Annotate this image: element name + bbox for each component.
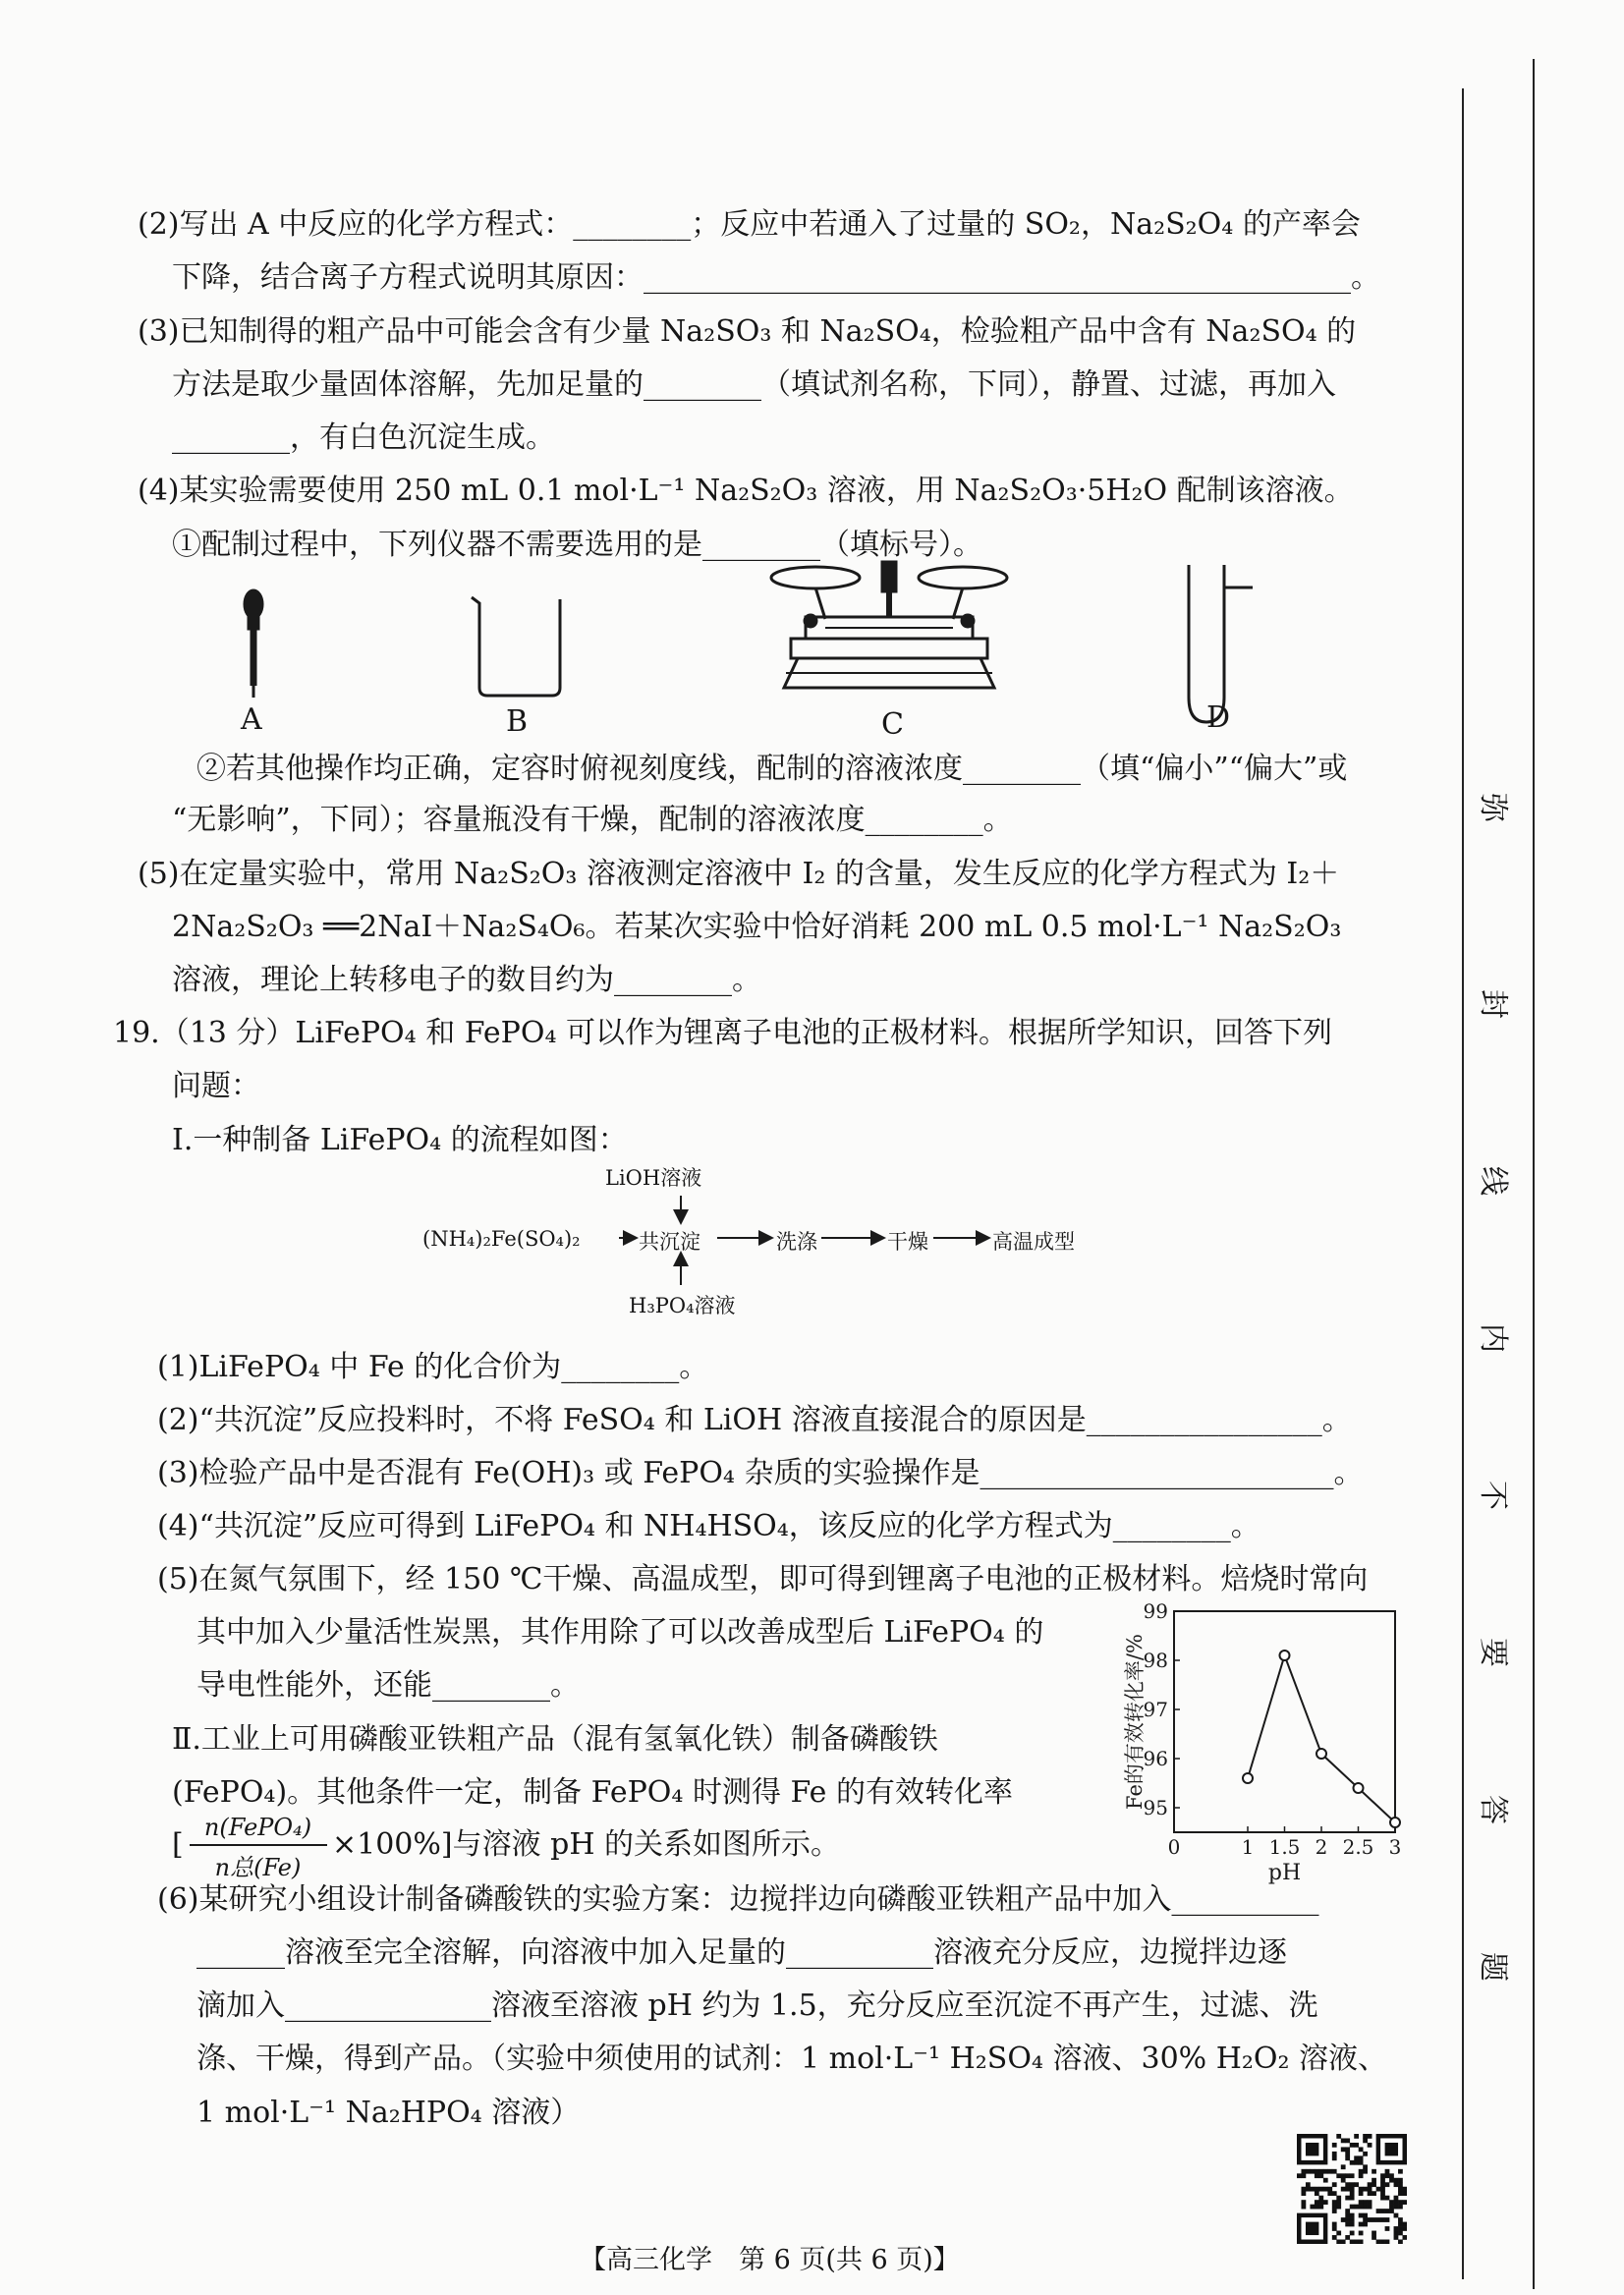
dropper-icon (245, 590, 262, 698)
q18-part5-line3: 溶液，理论上转移电子的数目约为________。 (172, 963, 761, 997)
q19-sub5-line1: (5)在氮气氛围下，经 150 ℃干燥、高温成型，即可得到锂离子电池的正极材料。焙烧时常向 (157, 1562, 1369, 1596)
series-line (1248, 1655, 1395, 1822)
fraction-denominator: n总(Fe) (214, 1854, 302, 1881)
q19-sub6-line2: ______溶液至完全溶解，向溶液中加入足量的__________溶液充分反应，边搅拌边逐 (196, 1935, 1287, 1970)
seal-char-6: 答 (1476, 1795, 1510, 1824)
q18-part4-line3: ②若其他操作均正确，定容时俯视刻度线，配制的溶液浓度________（填“偏小”“偏大”或 (196, 752, 1348, 786)
qr-code (1297, 2134, 1407, 2244)
x-tick-label-5: 3 (1388, 1835, 1402, 1859)
conversion-chart (1120, 1601, 1415, 1896)
seal-char-4: 不 (1476, 1481, 1510, 1510)
y-axis-label: Fe的有效转化率/% (1123, 1634, 1147, 1810)
q19-part2-line2: (FePO₄)。其他条件一定，制备 FePO₄ 时测得 Fe 的有效转化率 (172, 1775, 1013, 1810)
q19-sub4: (4)“共沉淀”反应可得到 LiFePO₄ 和 NH₄HSO₄，该反应的化学方程式为________。 (157, 1509, 1260, 1543)
flow-wash: 洗涤 (776, 1230, 817, 1254)
q19-sub6-line5: 1 mol·L⁻¹ Na₂HPO₄ 溶液） (196, 2096, 581, 2130)
q18-part5-line2: 2Na₂S₂O₃ ══2NaI＋Na₂S₄O₆。若某次实验中恰好消耗 200 mL 0.5 mol·L⁻¹ Na₂S₂O₃ (172, 910, 1342, 944)
test-tube-icon (1189, 565, 1253, 722)
q18-part3-line1: (3)已知制得的粗产品中可能会含有少量 Na₂SO₃ 和 Na₂SO₄，检验粗产品中含有 Na₂SO₄ 的 (138, 314, 1357, 349)
data-point-4 (1390, 1818, 1400, 1827)
instruments-figure (196, 560, 1316, 737)
y-tick-label-2: 97 (1143, 1698, 1168, 1721)
data-point-3 (1354, 1783, 1364, 1793)
seal-char-0: 弥 (1476, 793, 1510, 822)
flow-coprecipitate: 共沉淀 (639, 1230, 700, 1254)
y-tick-label-0: 95 (1143, 1796, 1168, 1819)
q19-sub3: (3)检验产品中是否混有 Fe(OH)₃ 或 FePO₄ 杂质的实验操作是________________________。 (157, 1456, 1364, 1490)
y-tick-label-3: 98 (1143, 1649, 1168, 1672)
flow-lioh: LiOH溶液 (605, 1166, 702, 1190)
chart-frame (1174, 1611, 1395, 1832)
q19-sub6-line1: (6)某研究小组设计制备磷酸铁的实验方案：边搅拌边向磷酸亚铁粗产品中加入__________ (157, 1882, 1319, 1917)
q18-part3-line2: 方法是取少量固体溶解，先加足量的________（填试剂名称，下同），静置、过滤，再加入 (172, 367, 1336, 402)
label-b: B (506, 704, 529, 739)
label-d: D (1206, 700, 1231, 735)
flow-start: (NH₄)₂Fe(SO₄)₂ (422, 1227, 581, 1251)
seal-char-5: 要 (1476, 1638, 1510, 1667)
q19-sub5-line2: 其中加入少量活性炭黑，其作用除了可以改善成型后 LiFePO₄ 的 (196, 1615, 1044, 1650)
x-tick-label-4: 2.5 (1342, 1835, 1374, 1859)
flow-sinter: 高温成型 (992, 1230, 1075, 1254)
q19-part2-line3: ×100%]与溶液 pH 的关系如图所示。 (332, 1827, 841, 1862)
seal-char-7: 题 (1476, 1952, 1510, 1982)
q18-part3-line3: ________，有白色沉淀生成。 (172, 420, 555, 455)
label-c: C (881, 707, 904, 742)
q18-part4-line1: (4)某实验需要使用 250 mL 0.1 mol·L⁻¹ Na₂S₂O₃ 溶液，用 Na₂S₂O₃·5H₂O 配制该溶液。 (138, 474, 1354, 508)
q18-part4-line2: ①配制过程中，下列仪器不需要选用的是________（填标号）。 (172, 528, 982, 562)
seal-char-2: 线 (1476, 1166, 1510, 1196)
q19-sub1: (1)LiFePO₄ 中 Fe 的化合价为________。 (157, 1350, 709, 1384)
q18-part2-line1: (2)写出 A 中反应的化学方程式：________；反应中若通入了过量的 SO₂，Na₂S₂O₄ 的产率会 (138, 207, 1361, 242)
page-footer: 【高三化学 第 6 页(共 6 页)】 (580, 2245, 960, 2275)
x-tick-label-0: 0 (1167, 1835, 1181, 1859)
q19-part1-title: Ⅰ.一种制备 LiFePO₄ 的流程如图： (172, 1123, 628, 1157)
q19-sub5-line3: 导电性能外，还能________。 (196, 1668, 580, 1703)
data-point-1 (1280, 1651, 1290, 1660)
flow-arrows (589, 1184, 1002, 1292)
label-a: A (241, 702, 262, 737)
y-tick-label-4: 99 (1143, 1601, 1168, 1623)
fraction-bar (190, 1844, 327, 1846)
x-axis-label: pH (1267, 1861, 1302, 1885)
q19-sub6-line3: 滴加入______________溶液至溶液 pH 约为 1.5，充分反应至沉淀不再产生，过滤、洗 (196, 1988, 1318, 2023)
q19-part2-line1: Ⅱ.工业上可用磷酸亚铁粗产品（混有氢氧化铁）制备磷酸铁 (172, 1722, 938, 1757)
q19-sub6-line4: 涤、干燥，得到产品。（实验中须使用的试剂：1 mol·L⁻¹ H₂SO₄ 溶液、30% H₂O₂ 溶液、 (196, 2042, 1388, 2076)
q19-sub2: (2)“共沉淀”反应投料时，不将 FeSO₄ 和 LiOH 溶液直接混合的原因是________________。 (157, 1403, 1352, 1437)
x-tick-label-2: 1.5 (1268, 1835, 1301, 1859)
x-tick-label-1: 1 (1241, 1835, 1255, 1859)
balance-icon (771, 562, 1007, 688)
seal-char-3: 内 (1476, 1323, 1510, 1353)
q18-part4-line4: “无影响”，下同）；容量瓶没有干燥，配制的溶液浓度________。 (172, 803, 1013, 837)
q18-part2-line2: 下降，结合离子方程式说明其原因：________________________________________________。 (172, 260, 1380, 295)
x-tick-label-3: 2 (1315, 1835, 1328, 1859)
q19-header-line1: 19.（13 分）LiFePO₄ 和 FePO₄ 可以作为锂离子电池的正极材料。根据所学知识，回答下列 (113, 1016, 1333, 1050)
seal-line-right (1533, 59, 1535, 2289)
flow-dry: 干燥 (887, 1230, 928, 1254)
beaker-icon (472, 597, 560, 696)
conversion-chart-svg (1120, 1601, 1415, 1896)
data-point-0 (1243, 1773, 1253, 1783)
q19-part2-bracket: [ (172, 1827, 184, 1862)
y-tick-label-1: 96 (1143, 1747, 1168, 1770)
fraction-numerator: n(FePO₄) (203, 1814, 312, 1841)
seal-char-1: 封 (1476, 989, 1510, 1019)
seal-line-left (1462, 88, 1464, 2279)
q18-part5-line1: (5)在定量实验中，常用 Na₂S₂O₃ 溶液测定溶液中 I₂ 的含量，发生反应的化学方程式为 I₂＋ (138, 857, 1340, 891)
q19-header-line2: 问题： (172, 1069, 260, 1103)
data-point-2 (1316, 1749, 1326, 1759)
flow-h3po4: H₃PO₄溶液 (629, 1294, 736, 1317)
